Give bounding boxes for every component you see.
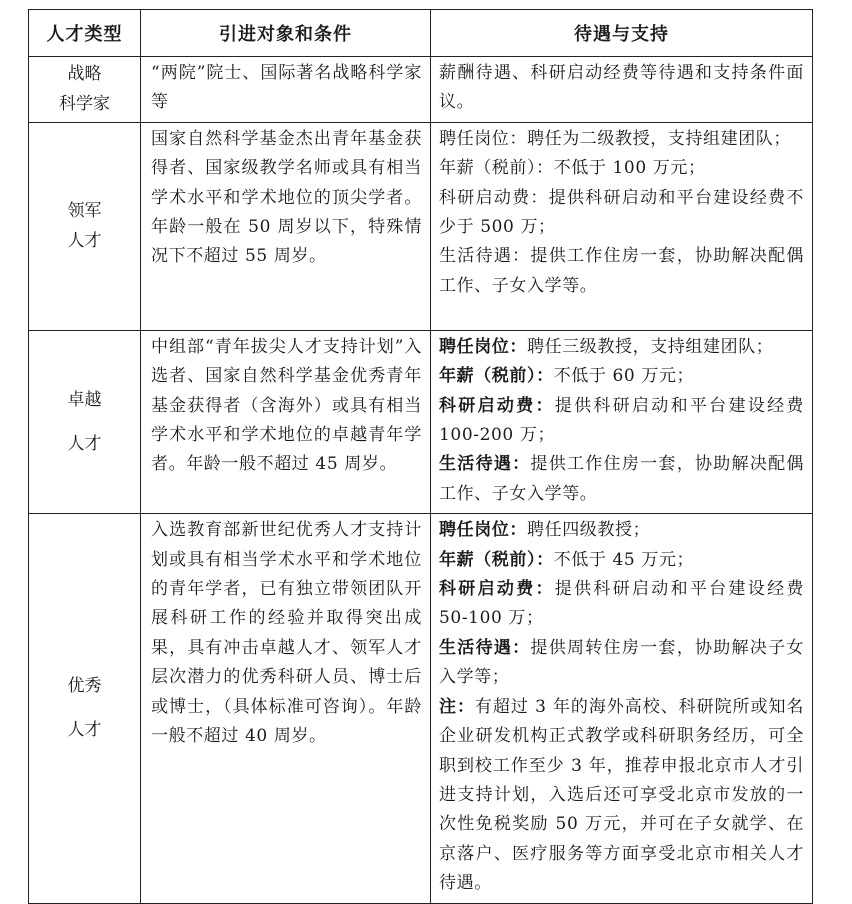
benefit-label: 年薪（税前）： — [439, 366, 554, 387]
benefits-cell — [431, 514, 813, 903]
benefit-item — [439, 546, 804, 575]
talent-type-label: 战略 科学家 — [59, 64, 110, 115]
row-outstanding-talent — [29, 330, 813, 513]
benefit-label: 注： — [439, 696, 475, 717]
talent-type-cell — [29, 514, 141, 903]
conditions-text: 国家自然科学基金杰出青年基金获得者、国家级教学名师或具有相当学术水平和学术地位的顶尖学者。年龄一般在 50 周岁以下，特殊情况下不超过 55 周岁。 — [151, 128, 422, 267]
conditions-text: “两院”院士、国际著名战略科学家等 — [151, 63, 422, 113]
benefit-item — [439, 59, 804, 118]
conditions-cell — [141, 122, 431, 330]
benefit-list — [431, 57, 812, 122]
benefit-label: 科研启动费： — [439, 187, 549, 208]
benefit-text: 有超过 3 年的海外高校、科研院所或知名企业研发机构正式教学或科研职务经历，可全职到校工作至少 3 年，推荐申报北京市人才引进支持计划，入选后还可享受北京市发放的一次性免税奖励 50 万元，并可在子女就学、在京落户、医疗服务等方面享受北京市相关人才待遇。 — [439, 696, 804, 894]
benefit-label: 生活待遇： — [439, 637, 531, 658]
benefit-label: 聘任岗位： — [439, 128, 527, 149]
benefits-cell — [431, 122, 813, 330]
benefit-text: 不低于 100 万元； — [553, 158, 706, 179]
benefit-text: 提供科研启动和平台建设经费 100-200 万； — [439, 395, 804, 446]
header-benefits: 待遇与支持 — [431, 10, 813, 57]
benefit-label: 聘任岗位： — [439, 336, 527, 357]
benefit-item — [439, 516, 804, 545]
talent-type-label: 优秀 人才 — [67, 676, 102, 741]
benefit-text: 聘任四级教授； — [527, 520, 651, 541]
benefits-cell — [431, 330, 813, 513]
benefit-label: 科研启动费： — [439, 395, 555, 416]
benefit-item — [439, 154, 804, 183]
benefit-label: 生活待遇： — [439, 246, 531, 267]
benefit-text: 提供工作住房一套，协助解决配偶工作、子女入学等。 — [439, 246, 805, 296]
benefit-label: 年薪（税前）： — [439, 158, 554, 179]
talent-policy-sheet — [28, 9, 812, 904]
talent-type-label: 卓越 人才 — [67, 390, 102, 455]
benefit-label: 年薪（税前）： — [439, 549, 554, 570]
talent-type-cell — [29, 122, 141, 330]
conditions-cell — [141, 330, 431, 513]
talent-policy-table — [28, 9, 813, 904]
talent-type-cell — [29, 57, 141, 123]
table-header — [29, 10, 813, 57]
header-conditions: 引进对象和条件 — [141, 10, 431, 57]
benefit-list — [431, 514, 812, 902]
benefit-item — [439, 392, 804, 451]
conditions-cell — [141, 57, 431, 123]
row-strategic-scientist — [29, 57, 813, 123]
benefit-text: 提供工作住房一套，协助解决配偶工作、子女入学等。 — [439, 454, 805, 504]
benefit-text: 不低于 45 万元； — [553, 549, 695, 570]
header-row — [29, 10, 813, 57]
talent-type-label: 领军 人才 — [67, 201, 102, 252]
benefits-cell — [431, 57, 813, 123]
benefit-item — [439, 450, 804, 509]
benefit-text: 不低于 60 万元； — [553, 366, 695, 387]
benefit-item — [439, 242, 804, 301]
benefit-item — [439, 362, 804, 391]
benefit-item — [439, 693, 804, 899]
benefit-text: 薪酬待遇、科研启动经费等待遇和支持条件面议。 — [439, 63, 804, 113]
benefit-item — [439, 333, 804, 362]
conditions-cell — [141, 514, 431, 903]
conditions-text: 入选教育部新世纪优秀人才支持计划或具有相当学术水平和学术地位的青年学者，已有独立带领团队开展科研工作的经验并取得突出成果，具有冲击卓越人才、领军人才层次潜力的优秀科研人员、博士后或博士，（具体标准可咨询）。年龄一般不超过 40 周岁。 — [151, 520, 422, 747]
benefit-text: 提供科研启动和平台建设经费 50-100 万； — [439, 579, 804, 629]
header-talent-type: 人才类型 — [29, 10, 141, 57]
benefit-label: 生活待遇： — [439, 454, 531, 475]
benefit-item — [439, 575, 804, 634]
talent-type-cell — [29, 330, 141, 513]
benefit-item — [439, 184, 804, 243]
benefit-text: 聘任三级教授，支持组建团队； — [527, 336, 774, 357]
row-leading-talent — [29, 122, 813, 330]
benefit-item — [439, 634, 804, 693]
row-excellent-talent — [29, 514, 813, 903]
benefit-text: 提供科研启动和平台建设经费不少于 500 万； — [439, 187, 804, 238]
benefit-list — [431, 123, 812, 305]
benefit-label: 聘任岗位： — [439, 520, 527, 541]
benefit-item — [439, 125, 804, 154]
conditions-text: 中组部“青年拔尖人才支持计划”入选者、国家自然科学基金优秀青年基金获得者（含海外）或具有相当学术水平和学术地位的卓越青年学者。年龄一般不超过 45 周岁。 — [151, 336, 422, 475]
table-body — [29, 57, 813, 904]
benefit-text: 聘任为二级教授，支持组建团队； — [527, 128, 791, 149]
benefit-list — [431, 331, 812, 513]
benefit-text: 提供周转住房一套，协助解决子女入学等； — [439, 637, 805, 688]
benefit-label: 科研启动费： — [439, 579, 555, 600]
